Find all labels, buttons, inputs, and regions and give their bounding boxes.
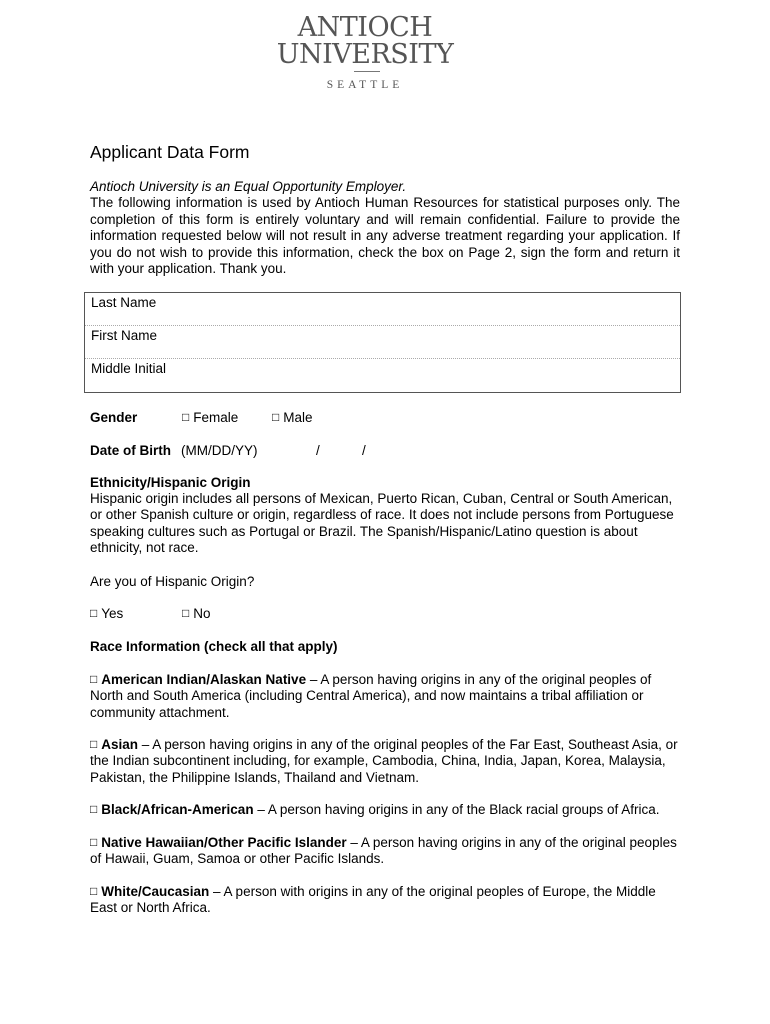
race-name: Asian xyxy=(101,737,139,752)
hispanic-no-option[interactable] xyxy=(182,606,211,621)
dob-separator-2: / xyxy=(362,443,366,458)
eeo-statement: Antioch University is an Equal Opportunity Employer. xyxy=(90,179,407,194)
race-name: Native Hawaiian/Other Pacific Islander xyxy=(101,835,347,850)
race-option-asian[interactable] xyxy=(90,737,682,786)
male-label: Male xyxy=(283,410,313,425)
logo-university: UNIVERSITY xyxy=(276,39,454,70)
race-name: White/Caucasian xyxy=(101,884,210,899)
page-title: Applicant Data Form xyxy=(90,142,250,162)
no-label: No xyxy=(193,606,211,621)
race-desc: – A person having origins in any of the original peoples of the Far East, Southeast Asia, or the Indian subcontinent including, for example, Cambodia, China, India, Japan, Korea, Malaysia, Pakistan, the Philippine Islands, Thailand and Vietnam. xyxy=(90,737,678,785)
race-desc: – A person with origins in any of the original peoples of Europe, the Middle East or North Africa. xyxy=(90,884,656,916)
last-name-field[interactable] xyxy=(85,293,680,326)
race-option-american-indian[interactable] xyxy=(90,672,682,721)
race-name: Black/African-American xyxy=(101,802,254,817)
race-option-black[interactable] xyxy=(90,802,682,818)
checkbox-icon[interactable]: □ xyxy=(182,410,190,424)
first-name-label: First Name xyxy=(91,328,158,343)
middle-initial-label: Middle Initial xyxy=(91,361,167,376)
middle-initial-field[interactable] xyxy=(85,359,680,392)
hispanic-yes-option[interactable] xyxy=(90,606,123,621)
race-option-white[interactable] xyxy=(90,884,682,917)
intro-body: The following information is used by Antioch Human Resources for statistical purposes only. The completion of this form is entirely voluntary and will remain confidential. Failure to provide the information requested below will not result in any adverse treatment regarding your application. If you do not wish to provide this information, check the box on Page 2, sign the form and return it with your application. Thank you. xyxy=(90,195,680,277)
yes-label: Yes xyxy=(101,606,124,621)
gender-female-option[interactable] xyxy=(182,410,238,425)
dob-separator-1: / xyxy=(316,443,320,458)
race-option-native-hawaiian[interactable] xyxy=(90,835,682,868)
dob-format: (MM/DD/YY) xyxy=(181,443,258,458)
logo-antioch: ANTIOCH xyxy=(297,12,433,43)
race-desc: – A person having origins in any of the original peoples of North and South America (including Central America), and now maintains a tribal affiliation or community attachment. xyxy=(90,672,652,720)
first-name-field[interactable] xyxy=(85,326,680,359)
last-name-label: Last Name xyxy=(91,295,157,310)
checkbox-icon[interactable]: □ xyxy=(90,802,98,816)
hispanic-question: Are you of Hispanic Origin? xyxy=(90,574,255,589)
name-fields-box xyxy=(84,292,681,393)
gender-male-option[interactable] xyxy=(272,410,313,425)
checkbox-icon[interactable]: □ xyxy=(272,410,280,424)
race-desc: – A person having origins in any of the Black racial groups of Africa. xyxy=(253,802,660,817)
race-desc: – A person having origins in any of the original peoples of Hawaii, Guam, Samoa or other Pacific Islands. xyxy=(90,835,677,867)
ethnicity-heading: Ethnicity/Hispanic Origin xyxy=(90,475,251,490)
race-heading: Race Information (check all that apply) xyxy=(90,639,338,654)
antioch-university-logo xyxy=(0,14,730,91)
logo-rule xyxy=(354,71,380,72)
race-name: American Indian/Alaskan Native xyxy=(101,672,307,687)
checkbox-icon[interactable]: □ xyxy=(90,835,98,849)
intro-text xyxy=(90,179,680,277)
checkbox-icon[interactable]: □ xyxy=(90,884,98,898)
logo-seattle: SEATTLE xyxy=(326,79,404,91)
checkbox-icon[interactable]: □ xyxy=(90,737,98,751)
gender-label: Gender xyxy=(90,410,138,425)
ethnicity-description: Hispanic origin includes all persons of Mexican, Puerto Rican, Cuban, Central or South American, or other Spanish culture or origin, regardless of race. It does not include persons from Portuguese speaking cultures such as Portugal or Brazil. The Spanish/Hispanic/Latino question is about ethnicity, not race. xyxy=(90,491,674,556)
dob-label: Date of Birth xyxy=(90,443,171,458)
checkbox-icon[interactable]: □ xyxy=(90,672,98,686)
checkbox-icon[interactable]: □ xyxy=(182,606,190,620)
female-label: Female xyxy=(193,410,239,425)
checkbox-icon[interactable]: □ xyxy=(90,606,98,620)
